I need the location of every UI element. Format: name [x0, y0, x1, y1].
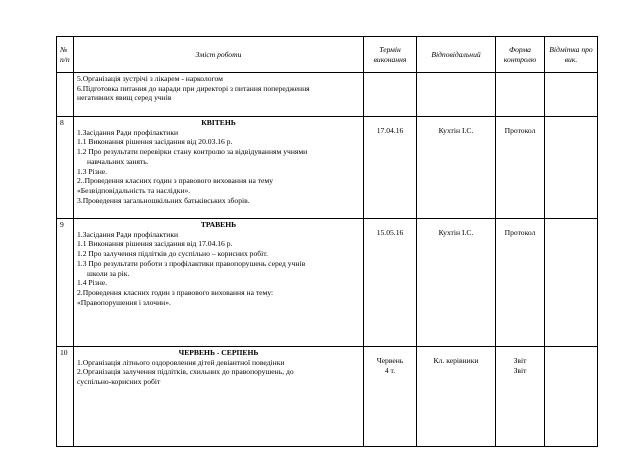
row-responsible: Кл. керівники — [417, 347, 496, 447]
row-date: Червень 4 т. — [364, 347, 417, 447]
header-num: № п/п — [57, 37, 74, 73]
month-title: ЧЕРВЕНЬ - СЕРПЕНЬ — [178, 348, 259, 357]
content-line: 2.Організація залучення підлітків, схильних до правопорушень, до — [77, 367, 294, 377]
month-title: КВІТЕНЬ — [201, 118, 236, 127]
content-line: 5.Організація зустрічі з лікарем - наркологом — [77, 74, 223, 83]
row-content-cell — [74, 219, 364, 347]
header-mark: Відмітка про вик. — [545, 37, 598, 73]
content-line: 1.Засідання Ради профілактики — [77, 229, 179, 239]
row-date-cell — [364, 73, 417, 117]
content-line: 1.3 Різне. — [77, 166, 108, 176]
header-form: Форма контролю — [496, 37, 545, 73]
row-form: Звіт Звіт — [496, 347, 545, 447]
content-line: 6.Підготовка питання до наради при директорі з питання попередження — [77, 83, 310, 93]
row-form: Протокол — [496, 117, 545, 219]
row-content-cell — [74, 347, 364, 447]
row-form-cell — [496, 73, 545, 117]
content-line: 1.Організація літнього оздоровлення дітей девіантної поведінки — [77, 357, 285, 367]
row-responsible: Кухтін І.С. — [417, 117, 496, 219]
content-line: 1.3 Про результати роботи з профілактики правопорушень серед учнів — [77, 258, 306, 268]
content-line: 1.4 Різне. — [77, 278, 108, 288]
row-mark — [545, 347, 598, 447]
content-line: 1.Засідання Ради профілактики — [77, 127, 179, 137]
content-line: 2..Проведення класних годин з правового виховання на тему — [77, 176, 274, 186]
month-title: ТРАВЕНЬ — [200, 220, 237, 229]
work-plan-table — [56, 36, 598, 447]
content-line: навчальних занять. — [87, 156, 149, 166]
row-num: 9 — [57, 219, 74, 347]
header-responsible: Відповідальний — [417, 37, 496, 73]
content-line: «Безвідповідальність та наслідки». — [77, 186, 191, 196]
content-line: «Правопорушення і злочин». — [77, 297, 171, 307]
row-num: 10 — [57, 347, 74, 447]
content-line: 1.2 Про результати перевірки стану контролю за відвідуванням учнями — [77, 147, 308, 157]
row-mark — [545, 219, 598, 347]
content-line: 1.1 Виконання рішення засідання від 20.03.16 р. — [77, 137, 233, 147]
row-date: 15.05.16 — [364, 219, 417, 347]
content-line: 1.2 Про залучення підлітків до суспільно – корисних робіт. — [77, 249, 268, 259]
table-row — [57, 117, 598, 219]
row-mark-cell — [545, 73, 598, 117]
table-header-row — [57, 37, 598, 73]
table-row — [57, 347, 598, 447]
row-content-cell — [74, 73, 364, 117]
header-content: Зміст роботи — [74, 37, 364, 73]
content-line: 2.Проведення класних годин з правового виховання на тему: — [77, 288, 274, 298]
content-line: 1.1 Виконання рішення засідання від 17.04.16 р. — [77, 239, 233, 249]
table-row — [57, 219, 598, 347]
content-line: 3.Проведення загальношкільних батьківських зборів. — [77, 195, 250, 205]
content-line: негативних явищ серед учнів — [77, 93, 172, 103]
row-num: 8 — [57, 117, 74, 219]
row-num-cell — [57, 73, 74, 117]
row-date: 17.04.16 — [364, 117, 417, 219]
row-mark — [545, 117, 598, 219]
table-row-continuation — [57, 73, 598, 117]
content-line: суспільно-корисних робіт — [77, 377, 161, 387]
row-responsible-cell — [417, 73, 496, 117]
row-form: Протокол — [496, 219, 545, 347]
row-responsible: Кухтін І.С. — [417, 219, 496, 347]
content-line: школи за рік. — [87, 268, 130, 278]
row-content-cell — [74, 117, 364, 219]
header-date: Термін виконання — [364, 37, 417, 73]
